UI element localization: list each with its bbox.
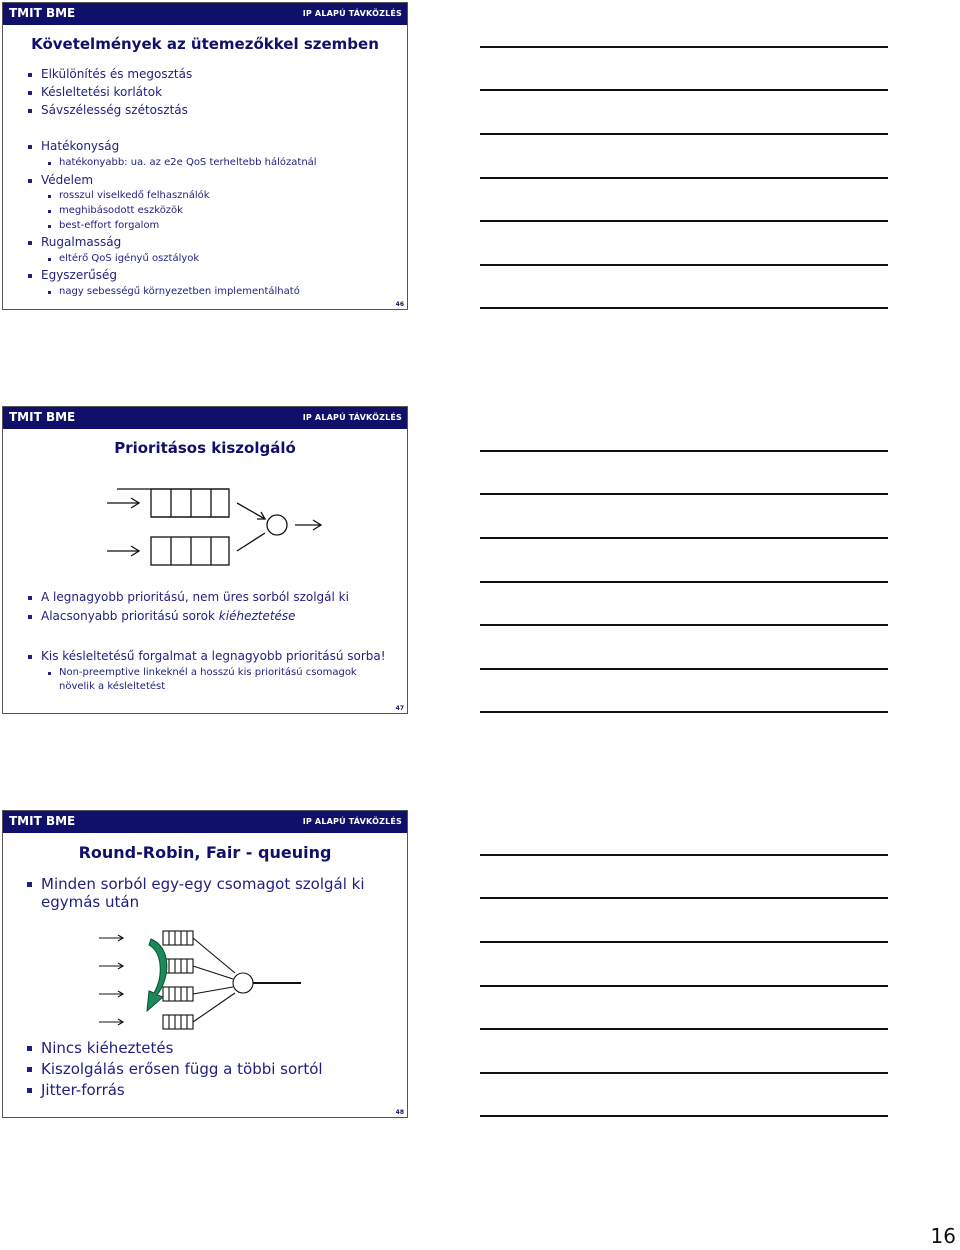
sub-list-item: best-effort forgalom (59, 220, 159, 231)
list-item: Egyszerűség (41, 268, 117, 282)
list-item: Hatékonyság (41, 139, 119, 153)
list-item: Jitter-forrás (41, 1081, 125, 1099)
list-item: Nincs kiéheztetés (41, 1039, 173, 1057)
note-line (480, 581, 888, 583)
sub-list-item: Non-preemptive linkeknél a hosszú kis prioritású csomagok (59, 667, 357, 678)
note-line (480, 985, 888, 987)
list-item-continued: egymás után (41, 893, 140, 911)
sub-list-item-continued: növelik a késleltetést (59, 681, 166, 692)
brand-label: TMIT BME (9, 814, 76, 828)
slide-number: 47 (395, 705, 404, 712)
slide-header (3, 407, 407, 429)
slide-number: 48 (395, 1109, 404, 1116)
note-line (480, 177, 888, 179)
list-item: Kis késleltetésű forgalmat a legnagyobb prioritású sorba! (41, 649, 386, 663)
sub-list-item: hatékonyabb: ua. az e2e QoS terheltebb hálózatnál (59, 157, 317, 168)
slide-header (3, 3, 407, 25)
topic-label: IP ALAPÚ TÁVKÖZLÉS (302, 413, 402, 422)
list-item: Alacsonyabb prioritású sorok kiéheztetése (41, 609, 296, 623)
note-line (480, 89, 888, 91)
brand-label: TMIT BME (9, 6, 76, 20)
note-line (480, 1115, 888, 1117)
slide-48 (2, 810, 408, 1118)
note-line (480, 450, 888, 452)
note-line (480, 1072, 888, 1074)
note-line (480, 1028, 888, 1030)
slide-title: Prioritásos kiszolgáló (114, 439, 296, 457)
priority-queue-diagram (99, 485, 329, 575)
list-item: Sávszélesség szétosztás (41, 103, 188, 117)
note-line (480, 493, 888, 495)
slide-title: Követelmények az ütemezőkkel szemben (31, 35, 379, 53)
note-line (480, 854, 888, 856)
sub-list-item: meghibásodott eszközök (59, 205, 183, 216)
list-item: A legnagyobb prioritású, nem üres sorból szolgál ki (41, 590, 349, 604)
note-line (480, 668, 888, 670)
sub-list-item: eltérő QoS igényű osztályok (59, 253, 199, 264)
list-item: Rugalmasság (41, 235, 121, 249)
list-item: Minden sorból egy-egy csomagot szolgál ki (41, 875, 365, 893)
sub-list-item: rosszul viselkedő felhasználók (59, 190, 210, 201)
slide-header (3, 811, 407, 833)
slide-title: Round-Robin, Fair - queuing (78, 843, 332, 862)
note-line (480, 46, 888, 48)
brand-label: TMIT BME (9, 410, 76, 424)
topic-label: IP ALAPÚ TÁVKÖZLÉS (302, 817, 402, 826)
list-item: Elkülönítés és megosztás (41, 67, 192, 81)
slide-46 (2, 2, 408, 310)
note-line (480, 220, 888, 222)
note-line (480, 133, 888, 135)
sub-list-item: nagy sebességű környezetben implementálható (59, 286, 300, 297)
note-line (480, 264, 888, 266)
note-line (480, 537, 888, 539)
list-item: Kiszolgálás erősen függ a többi sortól (41, 1060, 323, 1078)
note-line (480, 941, 888, 943)
list-item: Késleltetési korlátok (41, 85, 162, 99)
note-line (480, 307, 888, 309)
topic-label: IP ALAPÚ TÁVKÖZLÉS (302, 9, 402, 18)
slide-47 (2, 406, 408, 714)
slide-number: 46 (395, 301, 404, 308)
round-robin-diagram (93, 921, 313, 1041)
note-line (480, 897, 888, 899)
note-line (480, 711, 888, 713)
list-item: Védelem (41, 173, 93, 187)
note-line (480, 624, 888, 626)
page-number: 16 (930, 1224, 956, 1248)
